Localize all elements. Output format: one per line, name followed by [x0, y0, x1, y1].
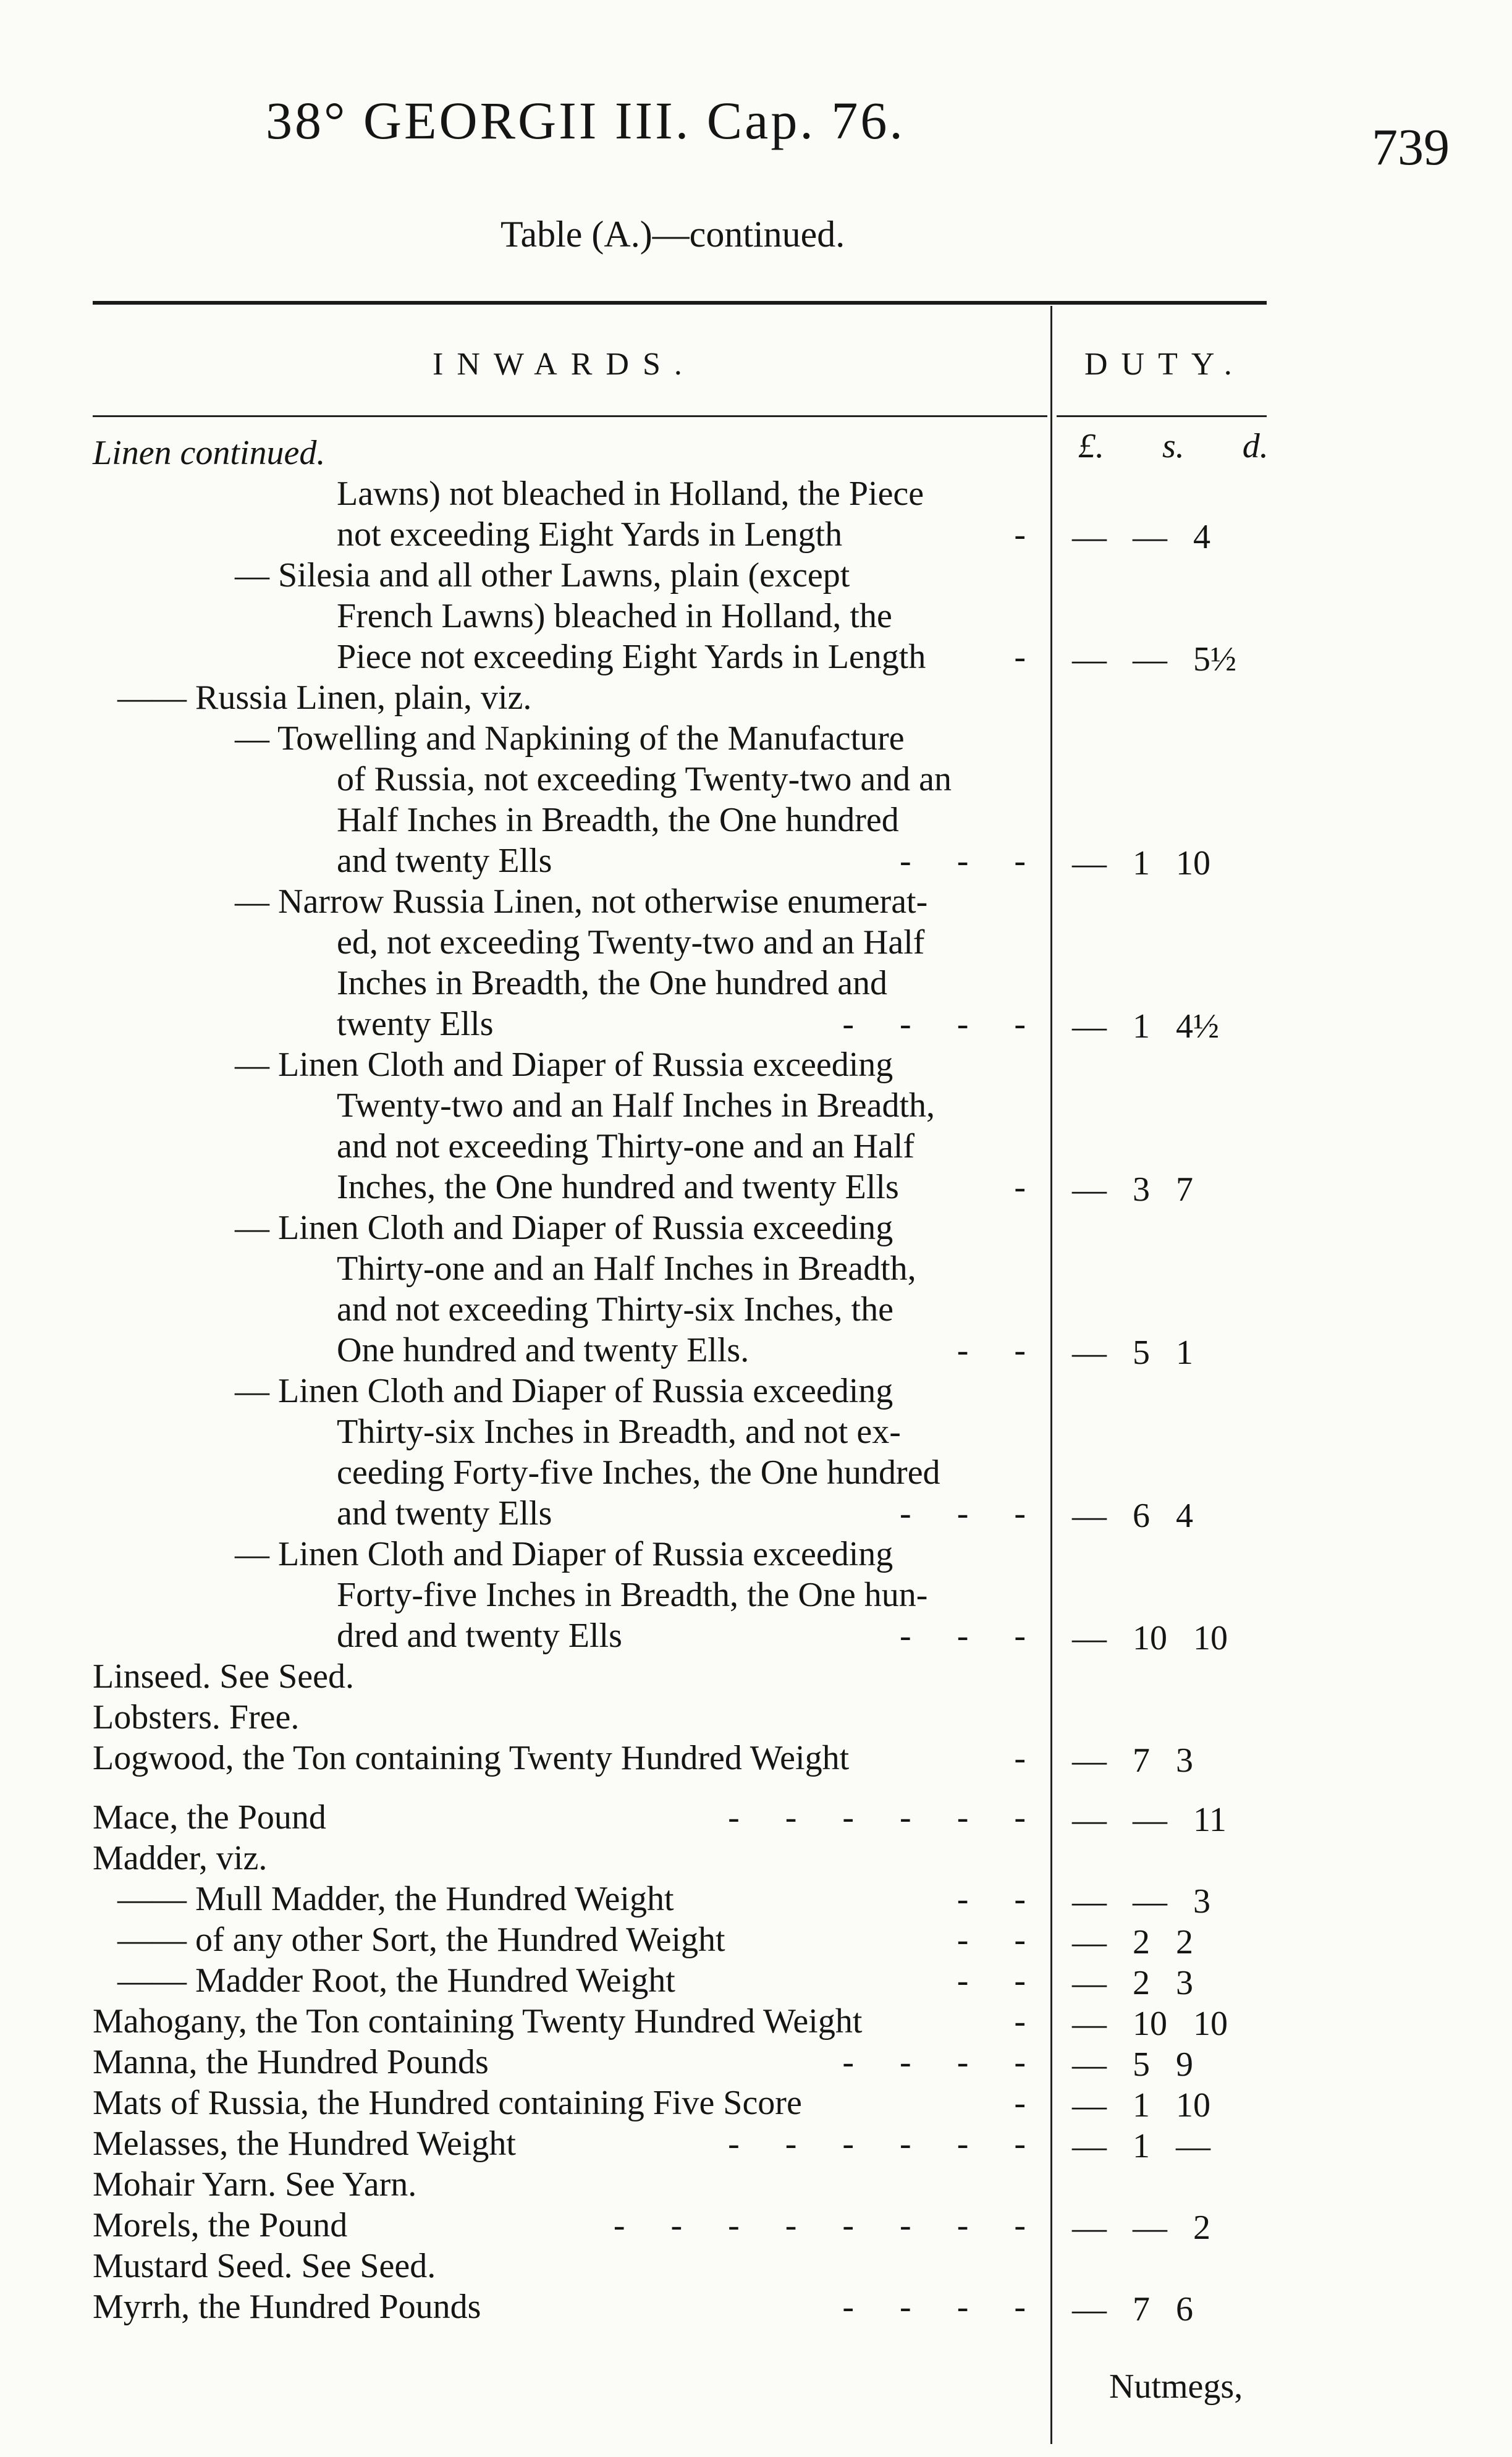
entry-line: Mahogany, the Ton containing Twenty Hundred Weight [93, 2002, 863, 2040]
entry-line: Mats of Russia, the Hundred containing Five Score [93, 2084, 802, 2122]
leader-dots: - [1014, 638, 1044, 676]
duty-value: — — 4 [1072, 518, 1210, 556]
entry-line: Madder, viz. [93, 1839, 268, 1877]
duty-value: — 1 — [1072, 2127, 1210, 2165]
entry-line: ed, not exceeding Twenty-two and an Half [337, 923, 925, 962]
entry-line: and twenty Ells [337, 1494, 552, 1533]
entry-line: and twenty Ells [337, 842, 552, 880]
catchword: Nutmegs, [1109, 2367, 1243, 2406]
leader-dots: - [1014, 1168, 1044, 1206]
column-header-inwards: INWARDS. [433, 347, 696, 382]
page-number: 739 [1372, 119, 1450, 176]
entry-line: — Linen Cloth and Diaper of Russia exceeding [235, 1046, 893, 1084]
duty-value: — 2 2 [1072, 1923, 1193, 1961]
entry-line: French Lawns) bleached in Holland, the [337, 597, 892, 635]
entry-line: — Linen Cloth and Diaper of Russia exceeding [235, 1209, 893, 1247]
leader-dots: - [1014, 515, 1044, 554]
currency-header [1078, 426, 1269, 466]
entry-line: Manna, the Hundred Pounds [93, 2043, 489, 2081]
leader-dots: - - - [900, 1617, 1044, 1655]
entry-line: — Towelling and Napkining of the Manufacture [235, 719, 905, 758]
entry-line: not exceeding Eight Yards in Length [337, 515, 843, 554]
duty-value: — 10 10 [1072, 2005, 1228, 2043]
entry-line: — Silesia and all other Lawns, plain (except [235, 556, 850, 594]
entry-line: Piece not exceeding Eight Yards in Length [337, 638, 926, 676]
entry-line: Mustard Seed. See Seed. [93, 2247, 436, 2285]
duty-value: — — 2 [1072, 2209, 1210, 2247]
entry-line: Thirty-six Inches in Breadth, and not ex- [337, 1413, 901, 1451]
entry-line: — Narrow Russia Linen, not otherwise enumerat- [235, 882, 928, 921]
entry-line: Mohair Yarn. See Yarn. [93, 2165, 417, 2204]
duty-value: — 5 1 [1072, 1334, 1193, 1372]
duty-value: — — 11 [1072, 1801, 1227, 1839]
table-subtitle [500, 213, 845, 256]
entry-line: dred and twenty Ells [337, 1617, 622, 1655]
leader-dots: - [1014, 1739, 1044, 1777]
leader-dots: - - [957, 1331, 1044, 1369]
entry-line: Logwood, the Ton containing Twenty Hundred Weight [93, 1739, 850, 1777]
duty-value: — 7 3 [1072, 1741, 1193, 1780]
leader-dots: - - - - [842, 1005, 1044, 1043]
entry-line: Melasses, the Hundred Weight [93, 2125, 516, 2163]
entry-line: —— of any other Sort, the Hundred Weight [117, 1921, 725, 1959]
leader-dots: - - - - - - - - [613, 2206, 1044, 2244]
entry-line: Linseed. See Seed. [93, 1657, 354, 1696]
leader-dots: - - [957, 1921, 1044, 1959]
entry-line: Inches in Breadth, the One hundred and [337, 964, 888, 1002]
entry-line: — Linen Cloth and Diaper of Russia exceeding [235, 1372, 893, 1410]
entry-line: One hundred and twenty Ells. [337, 1331, 750, 1369]
entry-line: twenty Ells [337, 1005, 494, 1043]
entry-line: Thirty-one and an Half Inches in Breadth, [337, 1250, 916, 1288]
entry-line: Linen continued. [93, 434, 326, 472]
duty-value: — 10 10 [1072, 1619, 1228, 1657]
duty-value: — 7 6 [1072, 2290, 1193, 2328]
duty-value: — — 5½ [1072, 640, 1236, 679]
leader-dots: - - - [900, 842, 1044, 880]
duty-value: — 1 10 [1072, 2086, 1210, 2125]
running-head-title: 38° GEORGII III. Cap. 76. [266, 91, 905, 150]
column-divider [1050, 306, 1052, 2444]
entry-line: Twenty-two and an Half Inches in Breadth, [337, 1086, 935, 1125]
leader-dots: - [1014, 2084, 1044, 2122]
leader-dots: - - - - [842, 2288, 1044, 2326]
duty-value: — 2 3 [1072, 1964, 1193, 2002]
entry-line: and not exceeding Thirty-six Inches, the [337, 1290, 893, 1329]
entry-line: and not exceeding Thirty-one and an Half [337, 1127, 915, 1165]
duty-value: — 5 9 [1072, 2045, 1193, 2084]
entry-line: Forty-five Inches in Breadth, the One hun- [337, 1576, 928, 1614]
entry-line: Inches, the One hundred and twenty Ells [337, 1168, 899, 1206]
entry-line: —— Russia Linen, plain, viz. [117, 679, 532, 717]
table-subtitle-text: Table (A.)—continued. [500, 214, 845, 255]
duty-value: — 1 10 [1072, 844, 1210, 882]
currency-pounds: £. [1078, 427, 1104, 465]
leader-dots: - - [957, 1880, 1044, 1918]
leader-dots: - [1014, 2002, 1044, 2040]
entry-line: Mace, the Pound [93, 1798, 326, 1837]
leader-dots: - - - - - - [728, 1798, 1044, 1837]
header-rule-right [1057, 415, 1267, 417]
leader-dots: - - [957, 1961, 1044, 2000]
leader-dots: - - - - - - [728, 2125, 1044, 2163]
duty-value: — 6 4 [1072, 1497, 1193, 1535]
header-rule-left [93, 415, 1047, 417]
column-header-duty: DUTY. [1084, 347, 1246, 382]
entry-line: ceeding Forty-five Inches, the One hundred [337, 1453, 940, 1492]
entry-line: —— Madder Root, the Hundred Weight [117, 1961, 675, 2000]
entry-line: Morels, the Pound [93, 2206, 348, 2244]
leader-dots: - - - [900, 1494, 1044, 1533]
duty-value: — — 3 [1072, 1882, 1210, 1921]
entry-line: —— Mull Madder, the Hundred Weight [117, 1880, 674, 1918]
top-rule [93, 301, 1267, 305]
entry-line: of Russia, not exceeding Twenty-two and an [337, 760, 952, 798]
entry-line: Myrrh, the Hundred Pounds [93, 2288, 481, 2326]
entry-line: — Linen Cloth and Diaper of Russia exceeding [235, 1535, 893, 1573]
entry-line: Lawns) not bleached in Holland, the Piece [337, 475, 924, 513]
leader-dots: - - - - [842, 2043, 1044, 2081]
entry-line: Half Inches in Breadth, the One hundred [337, 801, 899, 839]
currency-pence: d. [1242, 427, 1269, 465]
currency-shillings: s. [1162, 427, 1185, 465]
duty-value: — 3 7 [1072, 1170, 1193, 1209]
duty-value: — 1 4½ [1072, 1007, 1219, 1046]
entry-line: Lobsters. Free. [93, 1698, 300, 1736]
